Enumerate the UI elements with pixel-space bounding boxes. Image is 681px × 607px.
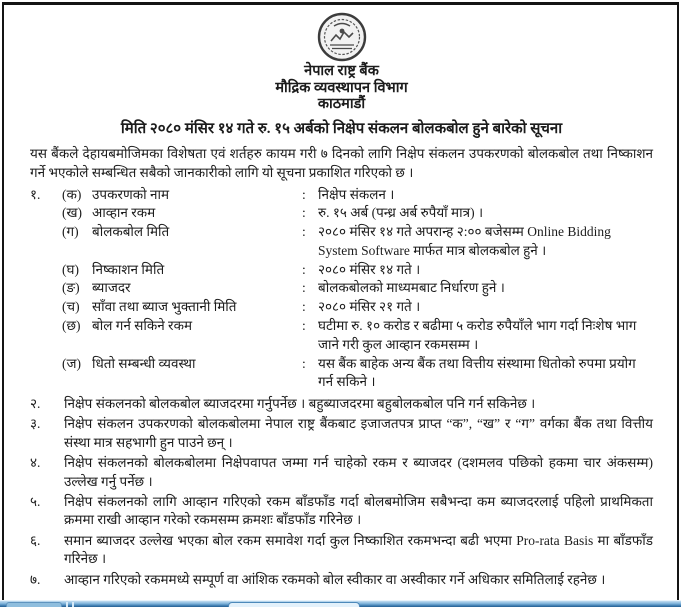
item-number	[30, 204, 62, 223]
row-label: उपकरणको नाम	[92, 186, 170, 202]
item-number: ७.	[30, 572, 41, 588]
notice-title: मिति २०८० मंसिर १४ गते रु. १५ अर्बको निक्षेप संकलन बोलकबोल हुने बारेको सूचना	[120, 120, 563, 137]
item-number: २.	[30, 395, 41, 411]
detail-row	[30, 298, 653, 317]
item-number	[30, 298, 62, 317]
taskbar-window-button[interactable]	[228, 602, 360, 607]
term-item	[30, 571, 653, 589]
item-number	[30, 355, 62, 393]
colon-separator: :	[302, 355, 306, 371]
row-letter: (ङ)	[62, 280, 80, 296]
item-number	[30, 223, 62, 261]
intro-paragraph: यस बैंकले देहायबमोजिमका विशेषता एवं शर्तहरु कायम गरी ७ दिनको लागि निक्षेप संकलन उपकरणको बोलकबोल तथा निष्काशन गर्ने भएकोले सम्बन्धित सबैको जानकारीको लागि यो सूचना प्रकाशित गरिएको छ ।	[30, 145, 653, 180]
colon-separator: :	[302, 261, 306, 277]
row-letter: (क)	[62, 186, 82, 202]
detail-row	[30, 261, 653, 280]
terms-list	[30, 395, 653, 590]
item-text: आव्हान गरिएको रकममध्ये सम्पूर्ण वा आंशिक रकमको बोल स्वीकार वा अस्वीकार गर्ने अधिकार समितिलाई रहनेछ ।	[64, 572, 606, 588]
taskbar-strip[interactable]	[0, 600, 681, 607]
row-value: बोलकबोलको माध्यमबाट निर्धारण हुने ।	[318, 280, 505, 296]
colon-separator: :	[302, 205, 306, 221]
item-text: निक्षेप संकलनको बोलकबोलमा निक्षेपवापत जम्मा गर्न चाहेको रकम र ब्याजदर (दशमलव पछिको हकमा चार अंकसम्म) उल्लेख गर्नु पर्नेछ ।	[64, 455, 653, 489]
term-item	[30, 532, 653, 568]
row-label: निष्काशन मिति	[92, 261, 165, 277]
letterhead	[30, 12, 653, 113]
row-label: साँवा तथा ब्याज भुक्तानी मिति	[92, 299, 237, 315]
item-1-details	[30, 186, 653, 393]
item-text: निक्षेप संकलन उपकरणको बोलकबोलमा नेपाल राष्ट्र बैंकबाट इजाजतपत्र प्राप्त “क”, “ख” र “ग” वर्गका बैंक तथा वित्तीय संस्था मात्र सहभागी हुन पाउने छन् ।	[64, 416, 653, 450]
document-page-frame	[2, 2, 679, 607]
item-number: ३.	[30, 416, 41, 432]
item-number	[30, 317, 62, 355]
colon-separator: :	[302, 299, 306, 315]
item-text: निक्षेप संकलनको लागि आव्हान गरिएको रकम बाँडफाँड गर्दा बोलबमोजिम सबैभन्दा कम ब्याजदरलाई पहिलो प्राथमिकता क्रममा राखी आव्हान गरेको रकमसम्म क्रमशः बाँडफाँड गरिनेछ ।	[64, 494, 653, 528]
item-number: ४.	[30, 455, 41, 471]
row-letter: (छ)	[62, 318, 81, 334]
row-letter: (घ)	[62, 261, 79, 277]
detail-row	[30, 186, 653, 205]
term-item	[30, 454, 653, 490]
row-value: घटीमा रु. १० करोड र बढीमा ५ करोड रुपैयाँले भाग गर्दा निःशेष भाग जाने गरी कुल आव्हान रकमसम्म ।	[318, 318, 637, 352]
row-value: निक्षेप संकलन ।	[318, 186, 395, 202]
item-number	[30, 261, 62, 280]
row-value: यस बैंक बाहेक अन्य बैंक तथा वित्तीय संस्थामा धितोको रुपमा प्रयोग गर्न सकिने ।	[318, 355, 636, 390]
row-letter: (ख)	[62, 205, 83, 221]
taskbar-divider	[66, 602, 68, 607]
department-name: मौद्रिक व्यवस्थापन विभाग	[275, 79, 408, 96]
row-letter: (च)	[62, 299, 80, 315]
colon-separator: :	[302, 186, 306, 202]
item-number: ६.	[30, 533, 41, 549]
detail-row	[30, 204, 653, 223]
detail-row	[30, 279, 653, 298]
row-letter: (ग)	[62, 224, 79, 240]
row-value: २०८० मंसिर १४ गते अपरान्ह २:०० बजेसम्म Online Bidding System Software मार्फत मात्र बोलकबोल हुने ।	[318, 224, 611, 258]
detail-row	[30, 317, 653, 355]
detail-row	[30, 223, 653, 261]
bank-name: नेपाल राष्ट्र बैंक	[304, 63, 379, 79]
detail-row	[30, 355, 653, 393]
row-label: आव्हान रकम	[92, 205, 156, 221]
taskbar-divider	[72, 602, 74, 607]
item-text: निक्षेप संकलनको बोलकबोल ब्याजदरमा गर्नुपर्नेछ । बहुब्याजदरमा बहुबोलकबोल पनि गर्न सकिनेछ ।	[64, 395, 536, 411]
row-label: ब्याजदर	[92, 280, 131, 296]
row-letter: (ज)	[62, 355, 82, 371]
term-item	[30, 493, 653, 529]
city-name: काठमाडौं	[317, 96, 366, 112]
term-item	[30, 415, 653, 451]
term-item	[30, 395, 653, 413]
taskbar-start-button[interactable]	[6, 602, 62, 607]
colon-separator: :	[302, 318, 306, 334]
colon-separator: :	[302, 224, 306, 240]
document-content	[30, 9, 653, 589]
colon-separator: :	[302, 280, 306, 296]
item-number: १.	[30, 186, 41, 202]
row-value: रु. १५ अर्ब (पन्ध्र अर्ब रुपैयाँ मात्र) ।	[318, 205, 484, 221]
nrb-seal-icon	[317, 12, 367, 62]
item-number	[30, 279, 62, 298]
item-number: ५.	[30, 494, 41, 510]
row-label: बोलकबोल मिति	[92, 224, 170, 240]
row-label: बोल गर्न सकिने रकम	[92, 318, 193, 334]
row-label: धितो सम्बन्धी व्यवस्था	[92, 355, 196, 371]
item-text: समान ब्याजदर उल्लेख भएका बोल रकम समावेश गर्दा कुल निष्काशित रकमभन्दा बढी भएमा Pro-rata Basis मा बाँडफाँड गरिनेछ ।	[64, 533, 653, 567]
row-value: २०८० मंसिर १४ गते ।	[318, 261, 421, 277]
row-value: २०८० मंसिर २१ गते ।	[318, 299, 421, 315]
